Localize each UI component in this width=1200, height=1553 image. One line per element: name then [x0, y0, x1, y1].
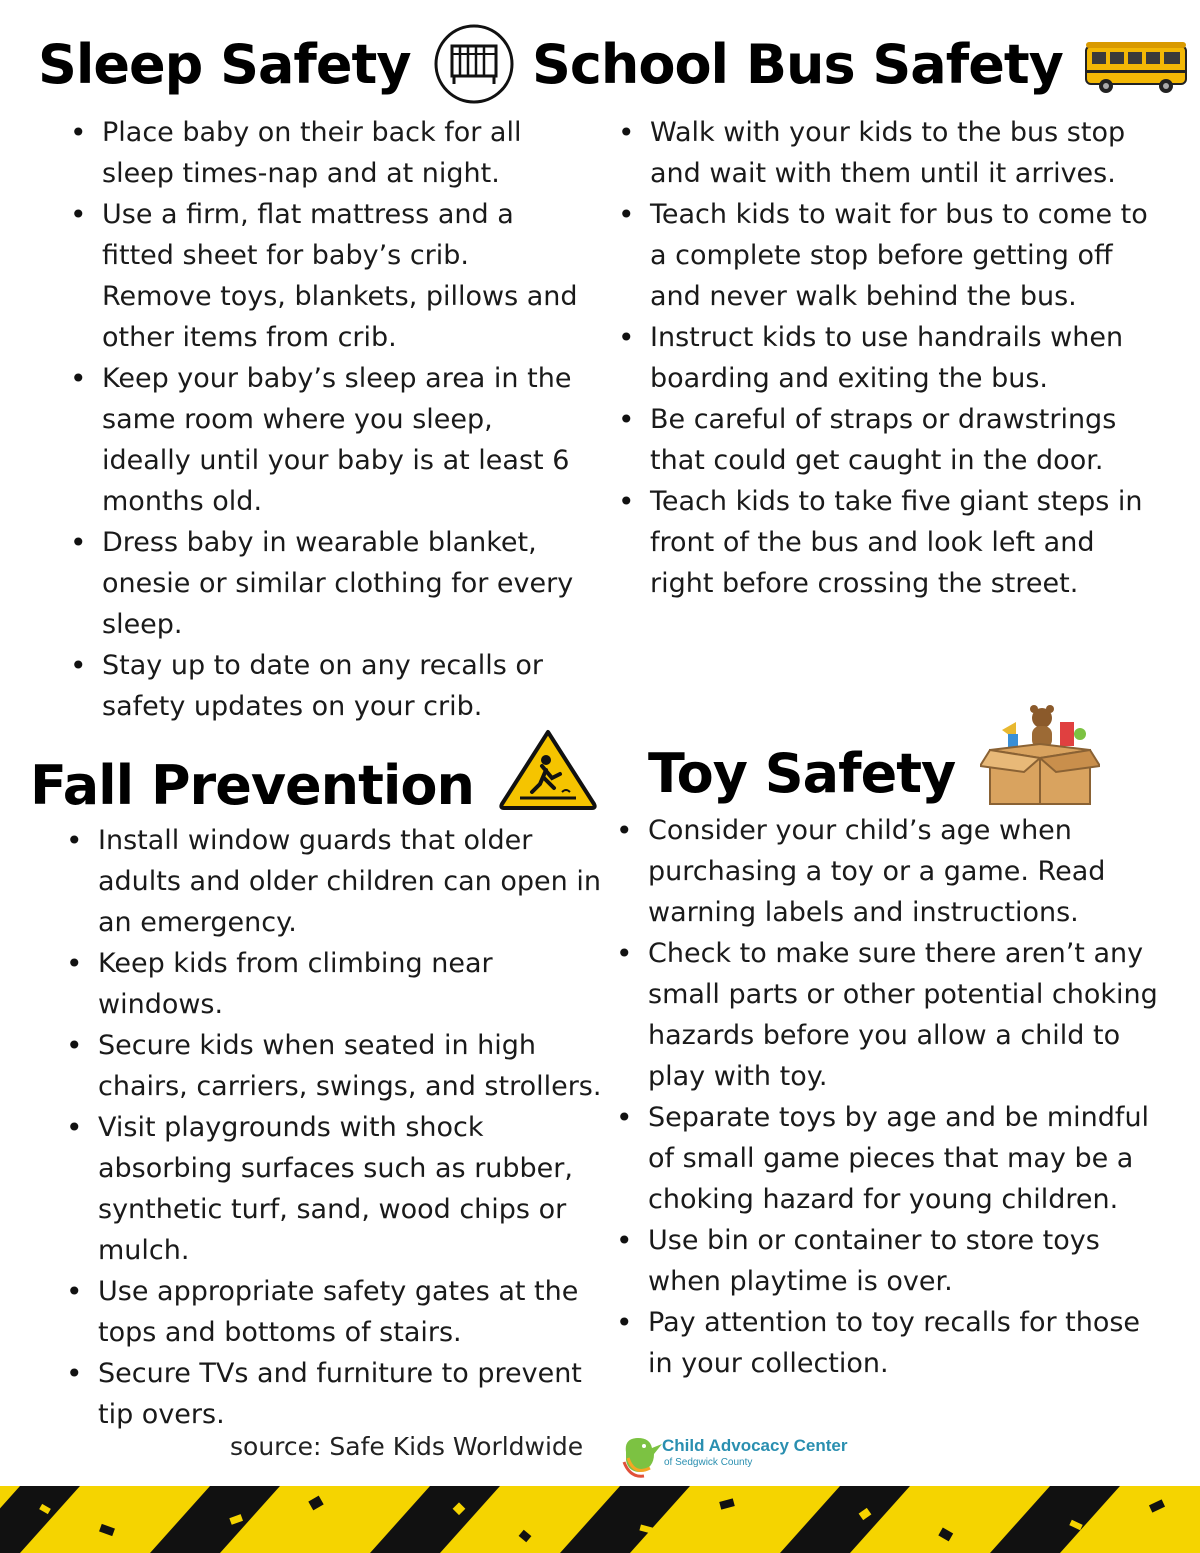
logo-subtitle: of Sedgwick County [664, 1457, 753, 1468]
list-item: • Consider your child’s age when purchasing a toy or a game. Read warning labels and instructions. [612, 810, 1162, 933]
list-item: • Pay attention to toy recalls for those in your collection. [612, 1302, 1162, 1384]
fall-prevention-list [62, 820, 602, 1435]
list-item: • Be careful of straps or drawstrings that could get caught in the door. [614, 399, 1154, 481]
school-bus-safety-list [614, 112, 1154, 604]
toy-safety-list [612, 810, 1162, 1384]
toy-box-icon [980, 700, 1100, 810]
list-item: • Use bin or container to store toys when playtime is over. [612, 1220, 1162, 1302]
hazard-stripes-graphic [0, 1486, 1200, 1553]
logo-name: Child Advocacy Center [662, 1436, 848, 1455]
fall-prevention-title: Fall Prevention [30, 754, 474, 817]
list-item: • Keep kids from climbing near windows. [62, 943, 602, 1025]
list-item: • Stay up to date on any recalls or safety updates on your crib. [66, 645, 586, 727]
toy-safety-section [648, 738, 988, 810]
crib-icon [426, 24, 522, 104]
list-item: • Teach kids to take five giant steps in front of the bus and look left and right before crossing the street. [614, 481, 1154, 604]
fall-prevention-section [30, 750, 510, 822]
list-item: • Place baby on their back for all sleep times-nap and at night. [66, 112, 586, 194]
list-item: • Keep your baby’s sleep area in the same room where you sleep, ideally until your baby is at least 6 months old. [66, 358, 586, 522]
list-item: • Dress baby in wearable blanket, onesie or similar clothing for every sleep. [66, 522, 586, 645]
list-item: • Separate toys by age and be mindful of small game pieces that may be a choking hazard for young children. [612, 1097, 1162, 1220]
list-item: • Use appropriate safety gates at the tops and bottoms of stairs. [62, 1271, 602, 1353]
list-item: • Secure TVs and furniture to prevent tip overs. [62, 1353, 602, 1435]
sleep-safety-list [66, 112, 586, 727]
source-credit: source: Safe Kids Worldwide [230, 1432, 584, 1461]
list-item: • Instruct kids to use handrails when boarding and exiting the bus. [614, 317, 1154, 399]
list-item: • Walk with your kids to the bus stop and wait with them until it arrives. [614, 112, 1154, 194]
list-item: • Check to make sure there aren’t any small parts or other potential choking hazards before you allow a child to play with toy. [612, 933, 1162, 1097]
list-item: • Secure kids when seated in high chairs, carriers, swings, and strollers. [62, 1025, 602, 1107]
wet-floor-warning-icon [496, 726, 600, 812]
child-advocacy-center-logo [620, 1432, 860, 1480]
list-item: • Visit playgrounds with shock absorbing surfaces such as rubber, synthetic turf, sand, wood chips or mulch. [62, 1107, 602, 1271]
list-item: • Use a firm, flat mattress and a fitted sheet for baby’s crib. Remove toys, blankets, pillows and other items from crib. [66, 194, 586, 358]
school-bus-safety-section [532, 30, 1112, 100]
list-item: • Install window guards that older adults and older children can open in an emergency. [62, 820, 602, 943]
school-bus-icon [1082, 38, 1190, 96]
hazard-stripe-border [0, 1486, 1200, 1553]
school-bus-safety-title: School Bus Safety [532, 33, 1063, 96]
list-item: • Teach kids to wait for bus to come to a complete stop before getting off and never walk behind the bus. [614, 194, 1154, 317]
sleep-safety-title: Sleep Safety [38, 33, 411, 96]
toy-safety-title: Toy Safety [648, 742, 956, 805]
bird-logo-icon [620, 1432, 664, 1480]
